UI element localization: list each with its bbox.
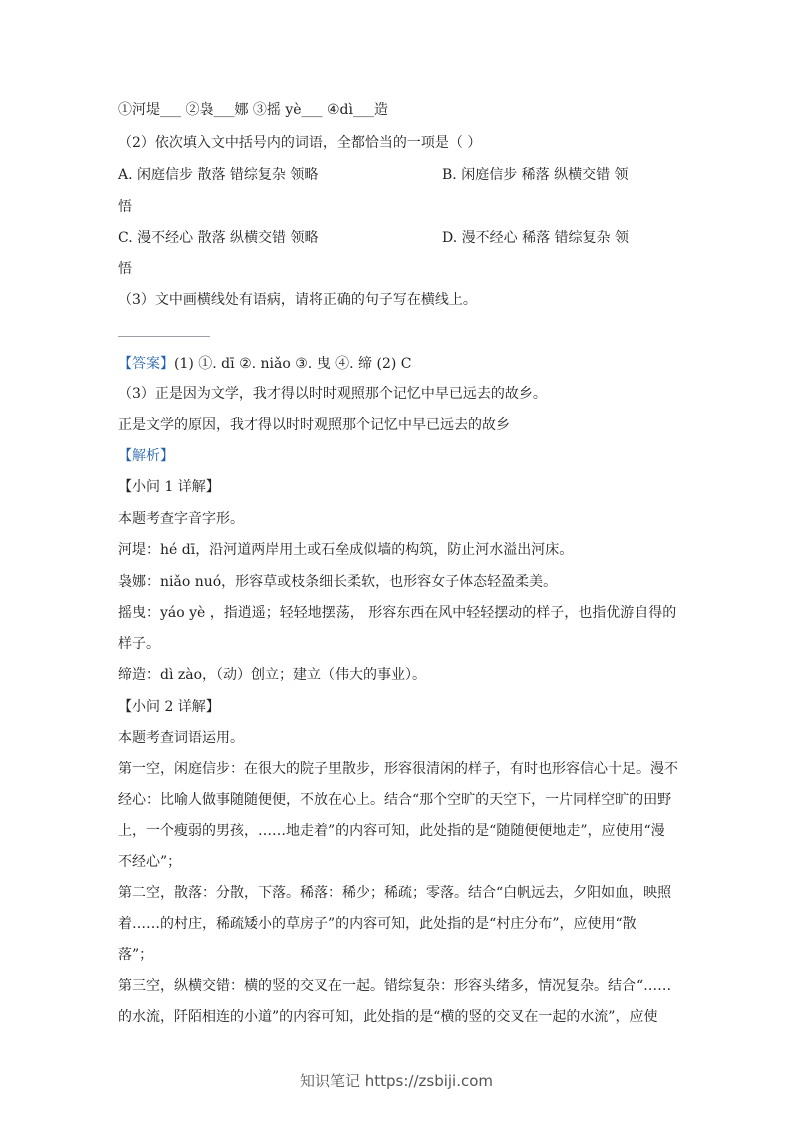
- sub2-heading: 【小问 2 详解】: [118, 699, 220, 715]
- blank1-line2: 经心：比喻人做事随随便便，不放在心上。结合“那个空旷的天空下，一片同样空旷的田野: [118, 792, 672, 808]
- answer-original-sentence: 正是文学的原因，我才得以时时观照那个记忆中早已远去的故乡: [118, 417, 510, 433]
- blank1-line4: 不经心”；: [118, 854, 182, 870]
- footer-watermark: 知识笔记 https://zsbiji.com: [299, 1072, 494, 1090]
- answer-body: (1) ①. dī ②. niǎo ③. 曳 ④. 缔 (2) C: [174, 356, 412, 372]
- definition-yaoye: 摇曳：yáo yè ，指逍遥；轻轻地摆荡， 形容东西在风中轻轻摆动的样子，也指优游自得的: [118, 605, 677, 621]
- blank2-line3: 落”；: [118, 947, 154, 963]
- answer-blank-line: [118, 336, 210, 337]
- answer-line: [118, 354, 412, 374]
- q1-items: ①河堤___ ②袅___娜 ③摇 yè___ ④dì___造: [118, 102, 388, 118]
- definition-yaoye-continued: 样子。: [118, 636, 160, 652]
- blank1-line3: 上，一个瘦弱的男孩，……地走着”的内容可知，此处指的是“随随便便地走”，应使用“漫: [118, 823, 665, 839]
- analysis-tag: 【解析】: [118, 448, 174, 464]
- sub1-heading: 【小问 1 详解】: [118, 479, 220, 495]
- definition-hedi: 河堤：hé dī，沿河道两岸用土或石垒成似墙的构筑，防止河水溢出河床。: [118, 542, 574, 558]
- q2-prompt: （2）依次填入文中括号内的词语，全都恰当的一项是（ ）: [118, 135, 482, 151]
- definition-dizao: 缔造：dì zào，（动）创立；建立（伟大的事业）。: [118, 667, 427, 683]
- option-d: D. 漫不经心 稀落 错综复杂 领: [442, 230, 629, 246]
- q3-prompt: （3）文中画横线处有语病，请将正确的句子写在横线上。: [118, 292, 477, 308]
- sub1-intro: 本题考查字音字形。: [118, 511, 244, 527]
- option-c: C. 漫不经心 散落 纵横交错 领略: [118, 230, 319, 246]
- answer-tag: 【答案】: [118, 356, 174, 372]
- option-a: A. 闲庭信步 散落 错综复杂 领略: [118, 167, 319, 183]
- definition-niaonuo: 袅娜：niǎo nuó，形容草或枝条细长柔软，也形容女子体态轻盈柔美。: [118, 574, 558, 590]
- option-b: B. 闲庭信步 稀落 纵横交错 领: [442, 167, 629, 183]
- blank2-line2: 着……的村庄，稀疏矮小的草房子”的内容可知，此处指的是“村庄分布”，应使用“散: [118, 916, 637, 932]
- blank3-line2: 的水流，阡陌相连的小道”的内容可知，此处指的是“横的竖的交叉在一起的水流”，应使: [118, 1009, 658, 1025]
- sub2-intro: 本题考查词语运用。: [118, 730, 244, 746]
- blank2-line1: 第二空，散落：分散，下落。稀落：稀少；稀疏；零落。结合“白帆远去，夕阳如血，映照: [118, 885, 672, 901]
- blank3-line1: 第三空，纵横交错：横的竖的交叉在一起。错综复杂：形容头绪多，情况复杂。结合“……: [118, 978, 672, 994]
- option-d-continued: 悟: [118, 261, 132, 277]
- blank1-line1: 第一空，闲庭信步：在很大的院子里散步，形容很清闲的样子，有时也形容信心十足。漫不: [118, 761, 678, 777]
- option-b-continued: 悟: [118, 199, 132, 215]
- answer-3: （3）正是因为文学，我才得以时时观照那个记忆中早已远去的故乡。: [118, 386, 547, 402]
